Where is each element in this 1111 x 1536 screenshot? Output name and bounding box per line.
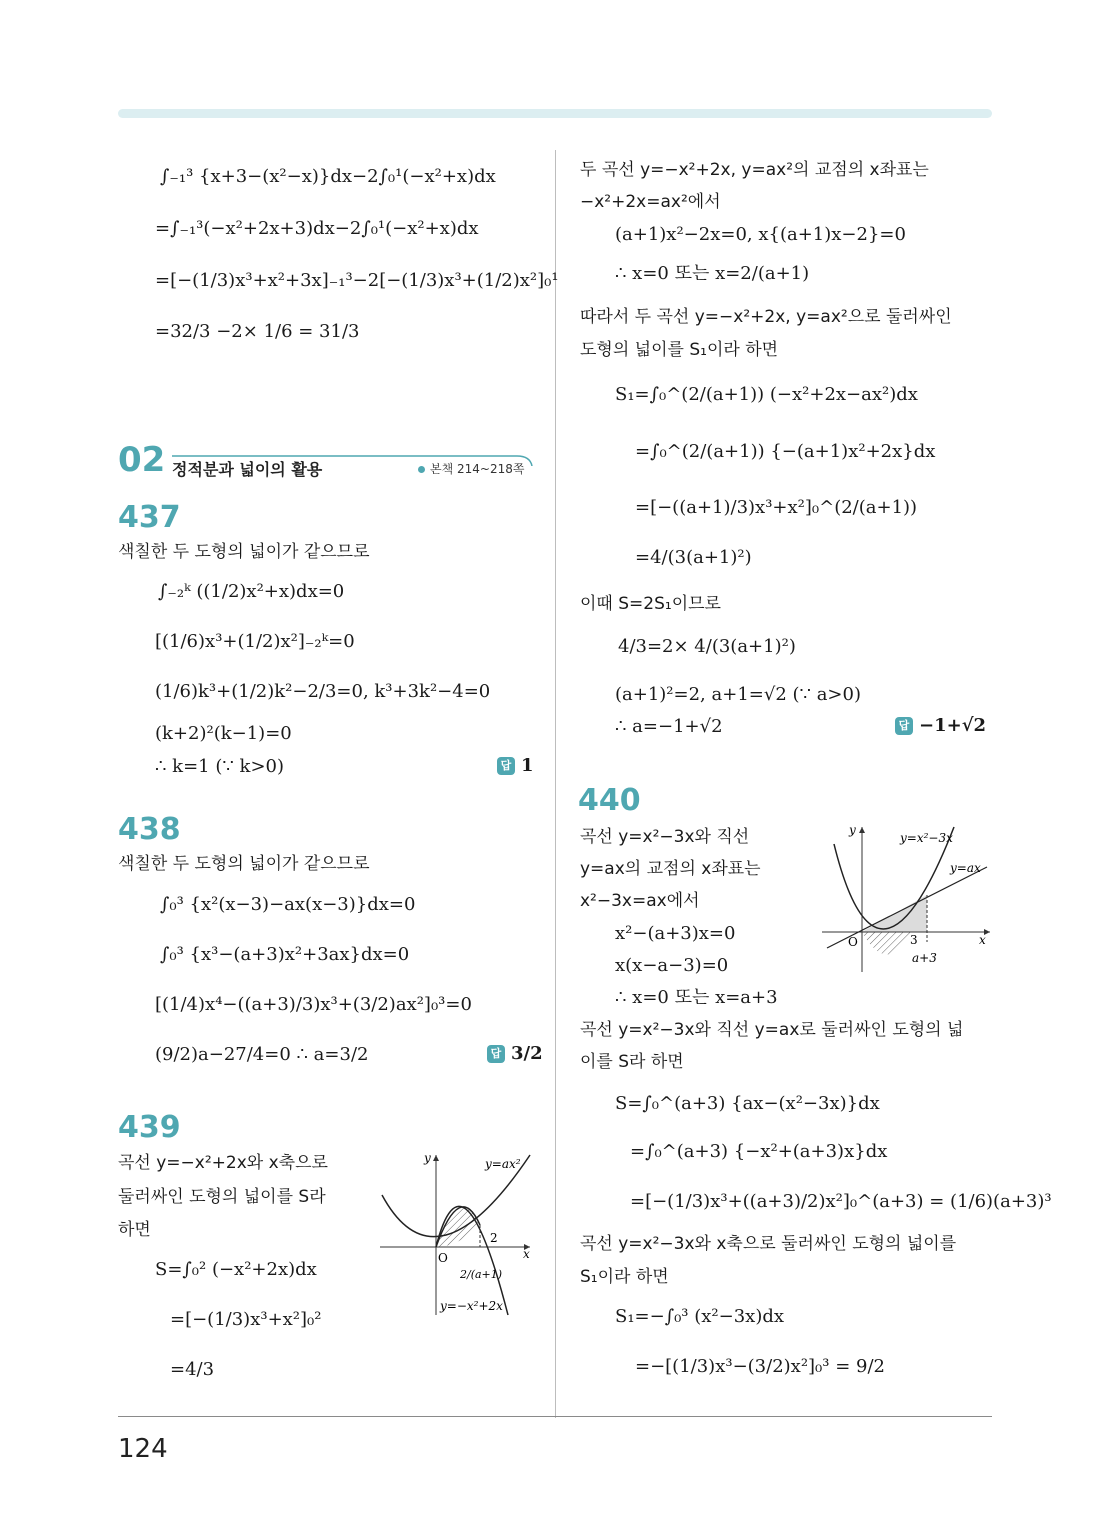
math-line: =4/3 <box>170 1359 215 1380</box>
problem-text: 곡선 y=x²−3x와 직선 <box>580 827 750 847</box>
curve-label: y=x²−3x <box>900 831 953 845</box>
math-line: S=∫₀^(a+3) {ax−(x²−3x)}dx <box>615 1093 880 1114</box>
math-line: ∴ a=−1+√2 <box>615 716 723 737</box>
problem-text: 색칠한 두 도형의 넓이가 같으므로 <box>118 542 370 562</box>
problem-text: 이때 S=2S₁이므로 <box>580 594 721 614</box>
problem-text: 곡선 y=x²−3x와 직선 y=ax로 둘러싸인 도형의 넓 <box>580 1020 964 1040</box>
problem-text: S₁이라 하면 <box>580 1267 669 1287</box>
graph-439 <box>380 1150 540 1320</box>
origin-label: O <box>848 935 858 949</box>
math-line: (9/2)a−27/4=0 ∴ a=3/2 <box>155 1044 369 1065</box>
axis-label-y: y <box>424 1151 431 1165</box>
problem-text: 도형의 넓이를 S₁이라 하면 <box>580 340 779 360</box>
math-line: =−[(1/3)x³−(3/2)x²]₀³ = 9/2 <box>635 1356 885 1377</box>
math-line: 4/3=2× 4/(3(a+1)²) <box>618 636 796 657</box>
top-decorative-bar <box>118 109 992 118</box>
problem-text: 따라서 두 곡선 y=−x²+2x, y=ax²으로 둘러싸인 <box>580 307 952 327</box>
column-divider <box>555 150 556 1418</box>
math-line: ∫₀³ {x³−(a+3)x²+3ax}dx=0 <box>160 944 410 965</box>
math-line: =∫₀^(a+3) {−x²+(a+3)x}dx <box>630 1141 888 1162</box>
math-line: =[−(1/3)x³+x²+3x]₋₁³−2[−(1/3)x³+(1/2)x²]₀¹ <box>155 270 559 291</box>
section-underline <box>172 446 534 466</box>
problem-text: y=ax의 교점의 x좌표는 <box>580 859 761 879</box>
graph-440 <box>822 822 997 977</box>
problem-text: 색칠한 두 도형의 넓이가 같으므로 <box>118 854 370 874</box>
axis-label-x: x <box>523 1247 530 1261</box>
math-line: S₁=∫₀^(2/(a+1)) (−x²+2x−ax²)dx <box>615 384 918 405</box>
math-line: (k+2)²(k−1)=0 <box>155 723 292 744</box>
math-line: (a+1)x²−2x=0, x{(a+1)x−2}=0 <box>615 224 906 245</box>
math-line: (1/6)k³+(1/2)k²−2/3=0, k³+3k²−4=0 <box>155 681 491 702</box>
curve-label: y=ax <box>950 861 981 875</box>
axis-label-y: y <box>849 823 856 837</box>
footer-divider <box>118 1416 992 1417</box>
problem-number-440: 440 <box>578 783 641 818</box>
problem-number-439: 439 <box>118 1110 181 1145</box>
math-line: ∫₀³ {x²(x−3)−ax(x−3)}dx=0 <box>160 894 416 915</box>
tick-label: 2/(a+1) <box>460 1268 503 1281</box>
curve-label: y=ax² <box>485 1157 521 1171</box>
problem-text: 곡선 y=−x²+2x와 x축으로 <box>118 1153 328 1173</box>
math-line: ∫₋₁³ {x+3−(x²−x)}dx−2∫₀¹(−x²+x)dx <box>160 166 496 187</box>
axis-label-x: x <box>979 933 986 947</box>
math-line: S₁=−∫₀³ (x²−3x)dx <box>615 1306 785 1327</box>
math-line: ∴ x=0 또는 x=2/(a+1) <box>615 263 810 284</box>
math-line: [(1/6)x³+(1/2)x²]₋₂ᵏ=0 <box>155 631 355 652</box>
curve-label: y=−x²+2x <box>440 1299 503 1313</box>
math-line: =∫₋₁³(−x²+2x+3)dx−2∫₀¹(−x²+x)dx <box>155 218 479 239</box>
answer-437: 답 1 <box>497 755 534 776</box>
problem-number-438: 438 <box>118 812 181 847</box>
tick-label: a+3 <box>912 951 937 965</box>
math-line: [(1/4)x⁴−((a+3)/3)x³+(3/2)ax²]₀³=0 <box>155 994 472 1015</box>
problem-text: 두 곡선 y=−x²+2x, y=ax²의 교점의 x좌표는 <box>580 160 929 180</box>
section-reference: 본책 214~218쪽 <box>418 460 524 477</box>
problem-number-437: 437 <box>118 500 181 535</box>
page-number: 124 <box>118 1434 168 1464</box>
section-number: 02 <box>118 440 166 480</box>
math-line: =[−(1/3)x³+x²]₀² <box>170 1309 322 1330</box>
math-line: =[−(1/3)x³+((a+3)/2)x²]₀^(a+3) = (1/6)(a+3)³ <box>630 1191 1052 1212</box>
math-line: =4/(3(a+1)²) <box>635 547 752 568</box>
answer-badge: 답 <box>487 1045 505 1063</box>
math-line: S=∫₀² (−x²+2x)dx <box>155 1259 317 1280</box>
origin-label: O <box>438 1251 448 1265</box>
problem-text: 둘러싸인 도형의 넓이를 S라 <box>118 1187 326 1207</box>
bullet-icon <box>418 466 425 473</box>
section-title: 정적분과 넓이의 활용 <box>172 460 323 479</box>
problem-text: 이를 S라 하면 <box>580 1052 684 1072</box>
math-line: x²−(a+3)x=0 <box>615 923 736 944</box>
math-line: =∫₀^(2/(a+1)) {−(a+1)x²+2x}dx <box>635 441 936 462</box>
answer-badge: 답 <box>497 757 515 775</box>
problem-text: 하면 <box>118 1220 151 1240</box>
answer-438: 답 3/2 <box>487 1043 543 1064</box>
answer-badge: 답 <box>895 717 913 735</box>
problem-text: x²−3x=ax에서 <box>580 891 700 911</box>
math-line: (a+1)²=2, a+1=√2 (∵ a>0) <box>615 684 861 705</box>
math-line: ∫₋₂ᵏ ((1/2)x²+x)dx=0 <box>158 581 345 602</box>
answer-439: 답 −1+√2 <box>895 715 986 736</box>
math-line: ∴ x=0 또는 x=a+3 <box>615 987 778 1008</box>
math-line: x(x−a−3)=0 <box>615 955 729 976</box>
problem-text: −x²+2x=ax²에서 <box>580 192 721 212</box>
problem-text: 곡선 y=x²−3x와 x축으로 둘러싸인 도형의 넓이를 <box>580 1234 957 1254</box>
tick-label: 3 <box>910 933 918 947</box>
math-line: =32/3 −2× 1/6 = 31/3 <box>155 321 360 342</box>
tick-label: 2 <box>490 1231 498 1245</box>
math-line: =[−((a+1)/3)x³+x²]₀^(2/(a+1)) <box>635 497 918 518</box>
math-line: ∴ k=1 (∵ k>0) <box>155 756 284 777</box>
